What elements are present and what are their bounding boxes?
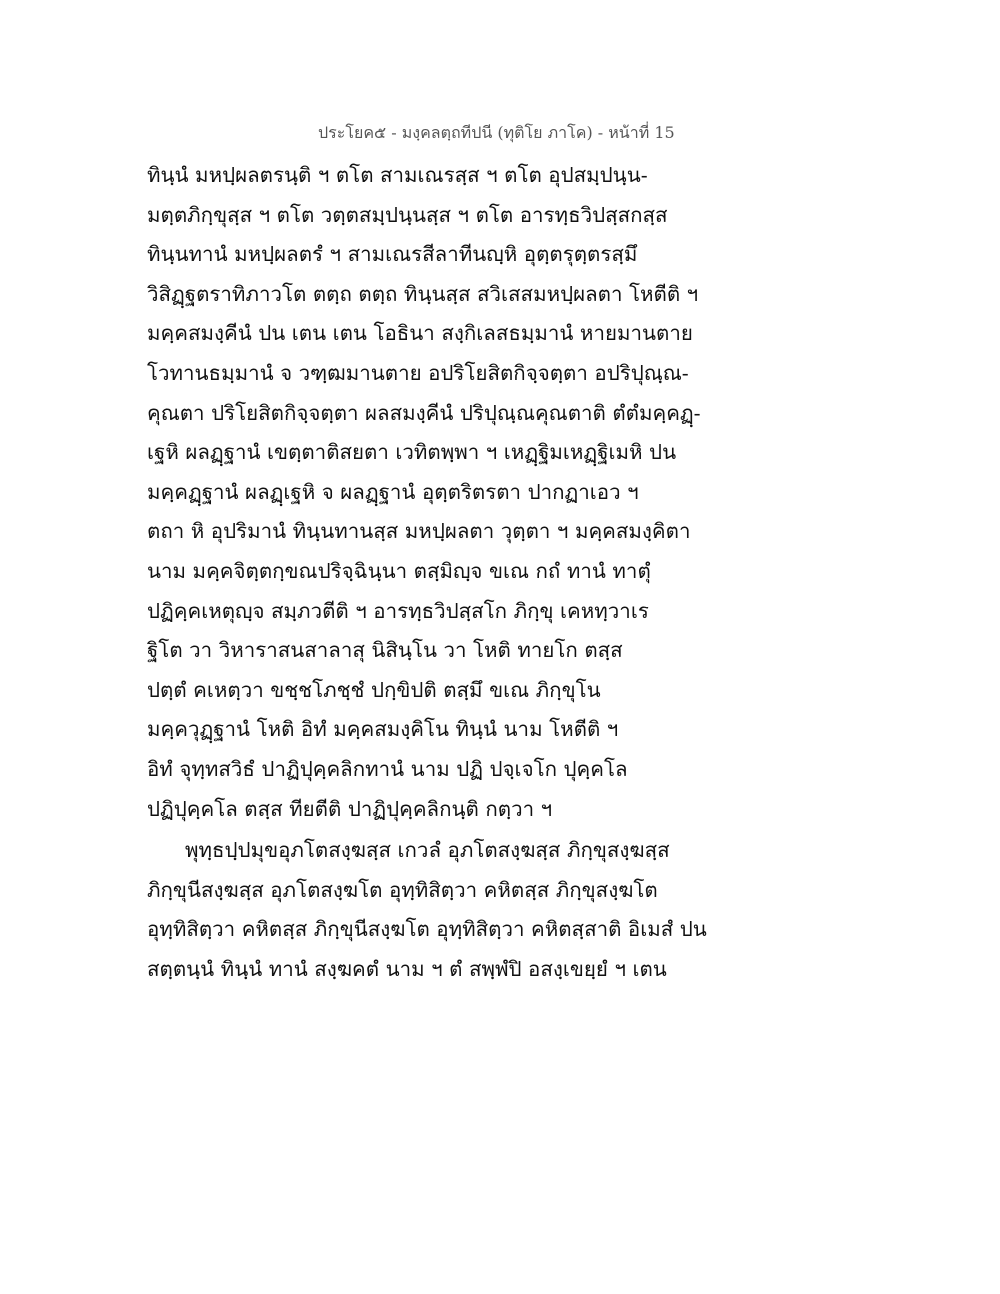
running-header: ประโยค๕ - มงฺคลตฺถทีปนี (ทุติโย ภาโค) - หน้าที่ 15 — [318, 123, 675, 142]
text-line: เฐหิ ผลฏฺฐานํ เขตฺตาติสยตา เวทิตพฺพา ฯ เหฏฺฐิมเหฏฺฐิเมหิ ปน — [147, 440, 677, 465]
text-line: ทินฺนํ มหปฺผลตรนฺติ ฯ ตโต สามเณรสฺส ฯ ตโต อุปสมฺปนฺน- — [147, 163, 648, 187]
text-line: ปฏิคฺคเหตุญฺจ สมฺภวตีติ ฯ อารทฺธวิปสฺสโก ภิกฺขุ เคหทฺวาเร — [147, 598, 649, 623]
text-line: ภิกฺขุนีสงฺฆสฺส อุภโตสงฺฆโต อุทฺทิสิตฺวา คหิตสฺส ภิกฺขุสงฺฆโต — [147, 877, 658, 902]
text-line: มคฺคสมงฺคีนํ ปน เตน เตน โอธินา สงฺกิเลสธมฺมานํ หายมานตาย — [147, 321, 693, 346]
text-line: ปฏิปุคฺคโล ตสฺส ทียตีติ ปาฏิปุคฺคลิกนฺติ กตฺวา ฯ — [147, 796, 553, 821]
text-line: สตฺตนฺนํ ทินฺนํ ทานํ สงฺฆคตํ นาม ฯ ตํ สพฺพํปิ อสงฺเขยฺยํ ฯ เตน — [147, 956, 667, 981]
text-line: มคฺควุฏฺฐานํ โหติ อิทํ มคฺคสมงฺคิโน ทินฺนํ นาม โหตีติ ฯ — [147, 717, 619, 742]
paragraph-first-line: พุทฺธปฺปมุขอุภโตสงฺฆสฺส เกวลํ อุภโตสงฺฆสฺส ภิกฺขุสงฺฆสฺส — [185, 838, 670, 863]
text-line: ฐิโต วา วิหาราสนสาลาสุ นิสินฺโน วา โหติ ทายโก ตสฺส — [147, 638, 623, 663]
text-line: อิทํ จุทฺทสวิธํ ปาฏิปุคฺคลิกทานํ นาม ปฏิ ปจฺเจโก ปุคฺคโล — [147, 756, 628, 781]
text-line: นาม มคฺคจิตฺตกฺขณปริจฺฉินฺนา ตสฺมิญฺจ ขเณ กถํ ทานํ ทาตุํ — [147, 558, 651, 583]
text-line: ปตฺตํ คเหตฺวา ขชฺชโภชฺชํ ปกฺขิปติ ตสฺมึ ขเณ ภิกฺขุโน — [147, 677, 601, 702]
text-line: มตฺตภิกฺขุสฺส ฯ ตโต วตฺตสมฺปนฺนสฺส ฯ ตโต อารทฺธวิปสฺสกสฺส — [147, 202, 668, 227]
text-line: ทินฺนทานํ มหปฺผลตรํ ฯ สามเณรสีลาทีนญฺหิ อุตฺตรุตฺตรสฺมึ — [147, 242, 638, 267]
text-line: อุทฺทิสิตฺวา คหิตสฺส ภิกฺขุนีสงฺฆโต อุทฺทิสิตฺวา คหิตสฺสาติ อิเมสํ ปน — [147, 917, 707, 942]
text-line: วิสิฏฺฐตราทิภาวโต ตตฺถ ตตฺถ ทินฺนสฺส สวิเสสมหปฺผลตา โหตีติ ฯ — [147, 281, 699, 306]
text-line: โวทานธมฺมานํ จ วฑฺฒมานตาย อปริโยสิตกิจฺจตฺตา อปริปุณฺณ- — [147, 360, 689, 385]
body-text — [147, 156, 707, 989]
text-line: มคฺคฏฺฐานํ ผลฏฺเฐหิ จ ผลฏฺฐานํ อุตฺตริตรตา ปากฏาเอว ฯ — [147, 479, 639, 504]
text-line: คุณตา ปริโยสิตกิจฺจตฺตา ผลสมงฺคีนํ ปริปุณฺณคุณตาติ ตํตํมคฺคฏฺ- — [147, 400, 701, 425]
text-line: ตถา หิ อุปริมานํ ทินฺนทานสฺส มหปฺผลตา วุตฺตา ฯ มคฺคสมงฺคิตา — [147, 519, 691, 544]
